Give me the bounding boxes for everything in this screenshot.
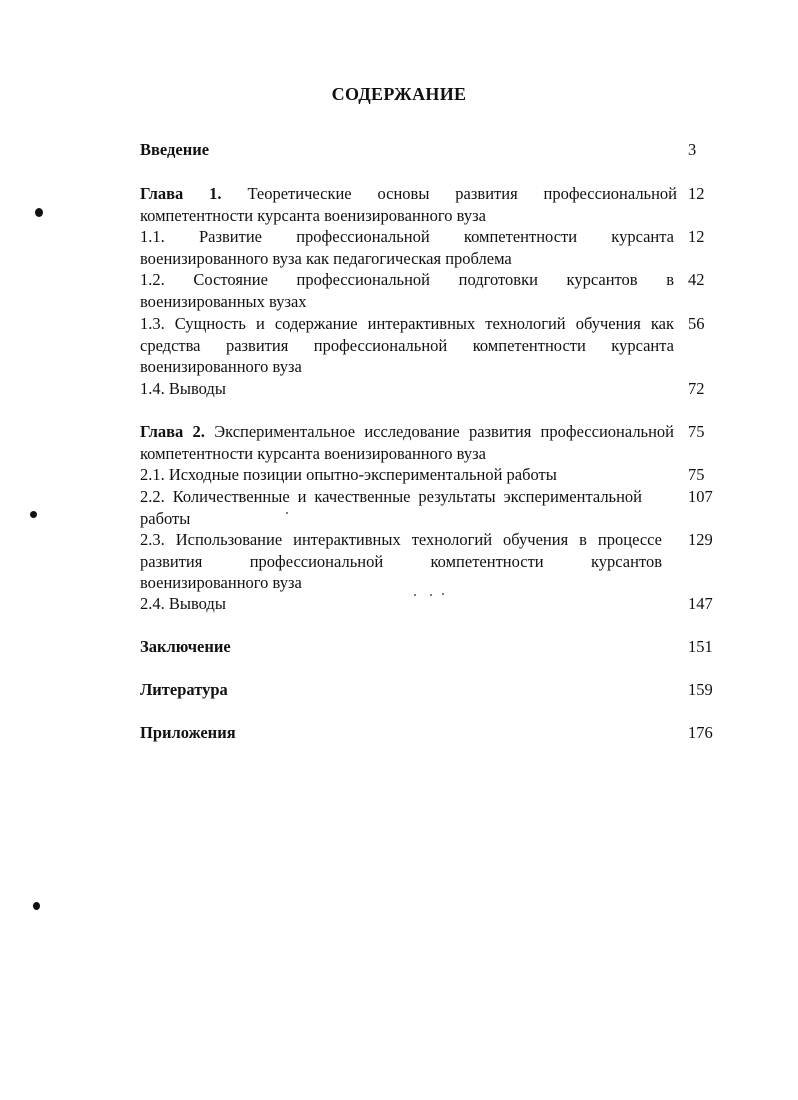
toc-entry-label: 1.2. Состояние профессиональной подготовки курсантов в военизированных вузах	[140, 270, 674, 311]
scan-dot	[286, 512, 288, 514]
toc-entry-section-1-3	[102, 313, 674, 378]
toc-page-number: 42	[688, 270, 705, 289]
toc-entry-section-2-4	[102, 593, 674, 615]
toc-entry-conclusion	[102, 636, 674, 658]
scan-dot	[442, 593, 444, 595]
toc-page-number: 72	[688, 379, 705, 398]
toc-entry-label: 1.3. Сущность и содержание интерактивных технологий обучения как средства развития профессиональной компетентности курсанта военизированного вуза	[140, 314, 674, 376]
toc-entry-label: 2.3. Использование интерактивных технологий обучения в процессе развития профессиональной компетентности курсантов военизированного вуза	[140, 530, 662, 592]
toc-page-number: 3	[688, 140, 697, 159]
toc-entry-label: Литература	[140, 680, 228, 699]
toc-entry-label: 1.1. Развитие профессиональной компетентности курсанта военизированного вуза как педагогическая проблема	[140, 227, 674, 268]
toc-page-number: 75	[688, 422, 705, 441]
toc-entry-label: Заключение	[140, 637, 231, 656]
toc-entry-label: 2.4. Выводы	[140, 594, 226, 613]
scan-dot	[414, 594, 416, 596]
toc-entry-literature	[102, 679, 674, 701]
toc-page-number: 151	[688, 637, 713, 656]
toc-entry-label: 2.2. Количественные и качественные результаты экспериментальной работы	[140, 487, 642, 528]
toc-page-number: 56	[688, 314, 705, 333]
scan-speck	[30, 511, 37, 518]
toc-entry-appendices	[102, 722, 674, 744]
scan-speck	[33, 902, 40, 910]
toc-chapter-number: Глава 1.	[140, 184, 222, 203]
toc-entry-section-2-1	[102, 464, 674, 486]
scan-speck	[35, 208, 43, 217]
toc-entry-label: 1.4. Выводы	[140, 379, 226, 398]
toc-entry-chapter-1	[102, 183, 677, 226]
toc-entry-label: Приложения	[140, 723, 236, 742]
toc-page-number: 147	[688, 594, 713, 613]
toc-entry-section-1-1	[102, 226, 674, 269]
toc-entry-section-1-2	[102, 269, 674, 312]
toc-page-number: 12	[688, 227, 705, 246]
scan-dot	[430, 594, 432, 596]
toc-entry-chapter-2	[102, 421, 674, 464]
toc-page-number: 159	[688, 680, 713, 699]
toc-page-number: 12	[688, 184, 705, 203]
toc-entry-label: Теоретические основы развития профессиональной компетентности курсанта военизированного вуза	[140, 184, 677, 225]
toc-page-number: 129	[688, 530, 713, 549]
page-title: СОДЕРЖАНИЕ	[331, 84, 467, 104]
toc-entry-label: Введение	[140, 140, 210, 159]
toc-page-number: 176	[688, 723, 713, 742]
toc-entry-section-2-2	[102, 486, 642, 529]
toc-entry-introduction	[102, 139, 674, 161]
toc-entry-label: Экспериментальное исследование развития профессиональной компетентности курсанта военизированного вуза	[140, 422, 674, 463]
toc-entry-label: 2.1. Исходные позиции опытно-экспериментальной работы	[140, 465, 557, 484]
toc-entry-section-2-3	[102, 529, 662, 594]
toc-page-number: 107	[688, 487, 713, 506]
toc-entry-section-1-4	[102, 378, 674, 400]
toc-page-number: 75	[688, 465, 705, 484]
toc-chapter-number: Глава 2.	[140, 422, 205, 441]
